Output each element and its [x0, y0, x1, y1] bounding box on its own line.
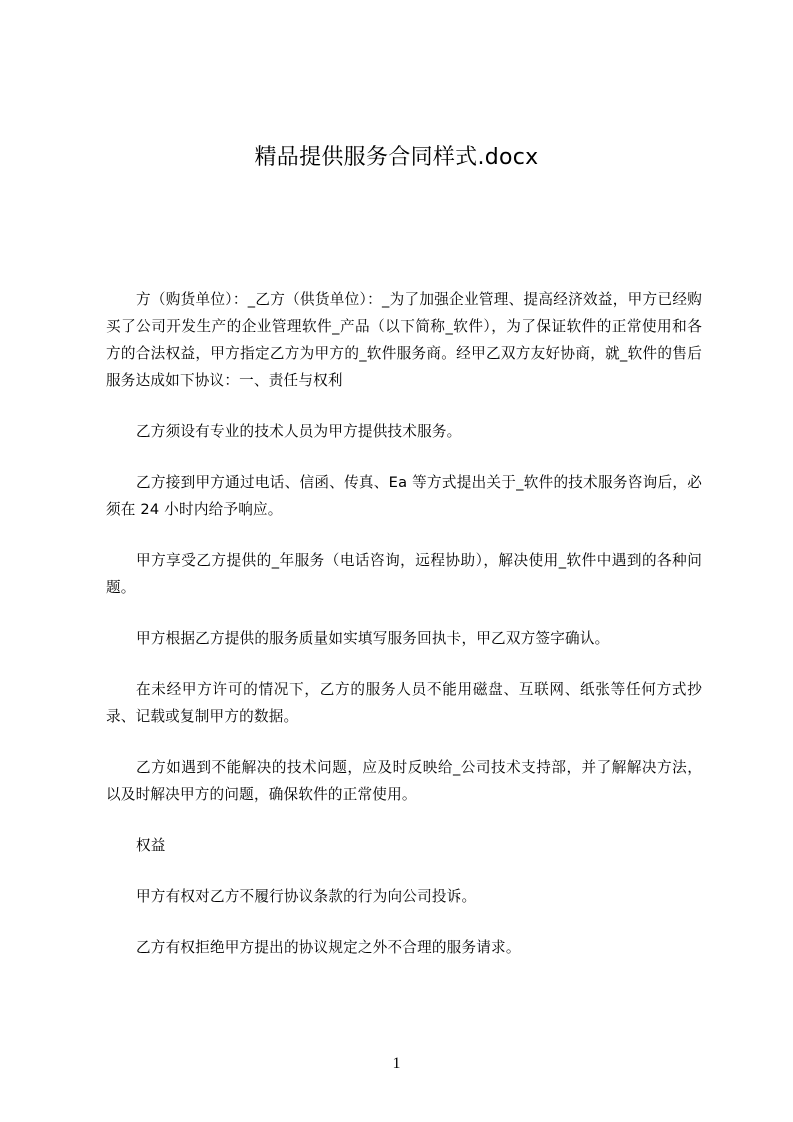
paragraph-service-receipt: 甲方根据乙方提供的服务质量如实填写服务回执卡，甲乙双方签字确认。: [136, 630, 610, 647]
document-title: 精品提供服务合同样式.docx: [254, 145, 539, 170]
document-body: [106, 286, 702, 985]
paragraph-technical-staff: 乙方须设有专业的技术人员为甲方提供技术服务。: [136, 423, 462, 440]
paragraph-refusal-right: 乙方有权拒绝甲方提出的协议规定之外不合理的服务请求。: [136, 939, 521, 956]
page-number: 1: [392, 1055, 401, 1072]
paragraph-service-years: 甲方享受乙方提供的_年服务（电话咨询，远程协助），解决使用_软件中遇到的各种问题。: [106, 552, 702, 596]
paragraph-complaint-right: 甲方有权对乙方不履行协议条款的行为向公司投诉。: [136, 888, 477, 905]
section-heading-rights: 权益: [136, 837, 166, 854]
paragraph-response-time: 乙方接到甲方通过电话、信函、传真、Ea 等方式提出关于_软件的技术服务咨询后，必须在 24 小时内给予响应。: [106, 474, 702, 518]
paragraph-data-protection: 在未经甲方许可的情况下，乙方的服务人员不能用磁盘、互联网、纸张等任何方式抄录、记载或复制甲方的数据。: [106, 681, 702, 725]
paragraph-intro: 方（购货单位）：_乙方（供货单位）：_为了加强企业管理、提高经济效益，甲方已经购买了公司开发生产的企业管理软件_产品（以下简称_软件），为了保证软件的正常使用和各方的合法权益，甲方指定乙方为甲方的_软件服务商。经甲乙双方友好协商，就_软件的售后服务达成如下协议：一、责任与权利: [106, 291, 702, 389]
paragraph-technical-support: 乙方如遇到不能解决的技术问题，应及时反映给_公司技术支持部，并了解解决方法，以及时解决甲方的问题，确保软件的正常使用。: [106, 759, 702, 803]
